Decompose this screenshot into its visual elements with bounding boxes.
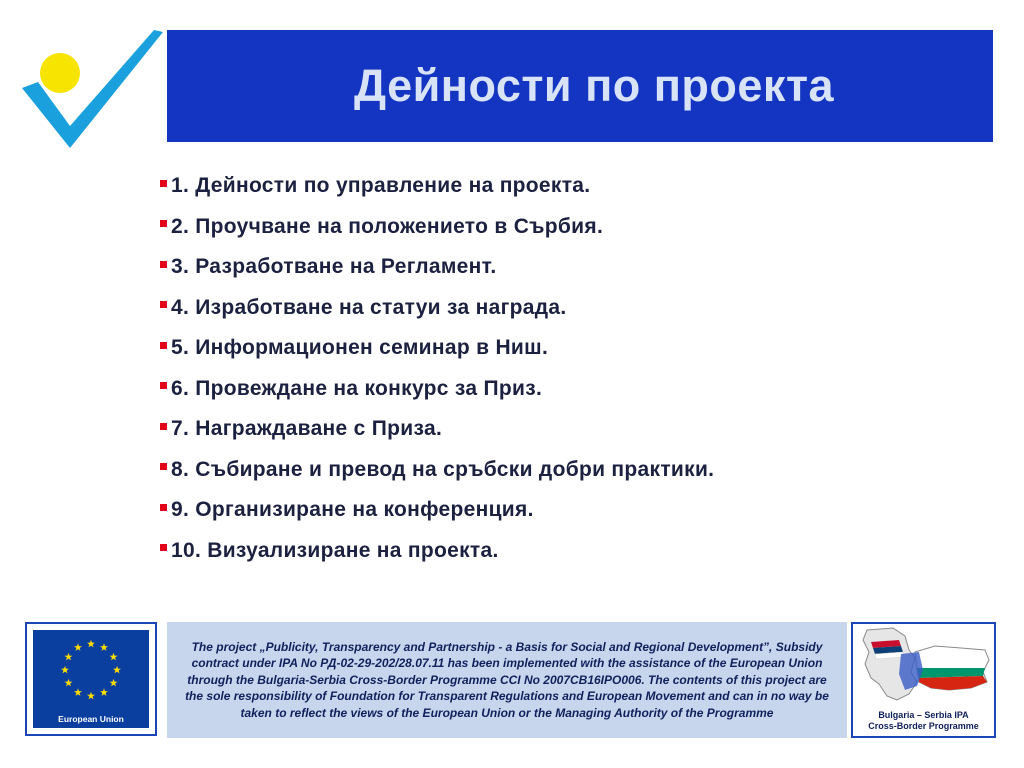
list-item-text: 8. Събиране и превод на сръбски добри практики. bbox=[171, 457, 715, 481]
list-item-text: 5. Информационен семинар в Ниш. bbox=[171, 336, 549, 360]
list-item-text: 7. Награждаване с Приза. bbox=[171, 417, 443, 441]
bullet-icon bbox=[160, 382, 167, 389]
programme-logo-box bbox=[851, 622, 996, 738]
list-item-text: 6. Провеждане на конкурс за Приз. bbox=[171, 376, 543, 400]
activity-list bbox=[160, 166, 714, 571]
list-item-text: 1. Дейности по управление на проекта. bbox=[171, 174, 591, 198]
list-item bbox=[160, 490, 714, 531]
disclaimer-box bbox=[167, 622, 847, 738]
list-item bbox=[160, 166, 714, 207]
bulgaria-serbia-map-icon bbox=[853, 624, 994, 708]
eu-flag-icon bbox=[33, 630, 149, 710]
list-item bbox=[160, 450, 714, 491]
list-item-text: 4. Изработване на статуи за награда. bbox=[171, 295, 567, 319]
list-item-text: 9. Организиране на конференция. bbox=[171, 498, 534, 522]
list-item bbox=[160, 207, 714, 248]
bullet-icon bbox=[160, 180, 167, 187]
bullet-icon bbox=[160, 544, 167, 551]
checkmark-sun-icon bbox=[18, 26, 166, 154]
list-item bbox=[160, 328, 714, 369]
list-item bbox=[160, 247, 714, 288]
list-item-text: 10. Визуализиране на проекта. bbox=[171, 538, 499, 562]
page-title: Дейности по проекта bbox=[353, 60, 835, 111]
bullet-icon bbox=[160, 342, 167, 349]
list-item bbox=[160, 531, 714, 572]
list-item bbox=[160, 409, 714, 450]
foundation-logo bbox=[18, 26, 166, 154]
list-item bbox=[160, 369, 714, 410]
bullet-icon bbox=[160, 463, 167, 470]
title-bar bbox=[167, 30, 993, 142]
eu-label: European Union bbox=[33, 710, 149, 728]
bullet-icon bbox=[160, 301, 167, 308]
list-item-text: 2. Проучване на положението в Сърбия. bbox=[171, 214, 604, 238]
bullet-icon bbox=[160, 504, 167, 511]
disclaimer-text: The project „Publicity, Transparency and Partnership - a Basis for Social and Regional Development”, Subsidy contract under IPA No РД-02-29-202/28.07.11 has been implemented with the assistance of the European Union through the Bulgaria-Serbia Cross-Border Programme CCI No 2007CB16IPO006. The contents of this project are the sole responsibility of Foundation for Transparent Regulations and European Movement and can in no way be taken to reflect the views of the European Union or the Managing Authority of the Programme bbox=[185, 639, 829, 720]
bullet-icon bbox=[160, 423, 167, 430]
list-item-text: 3. Разработване на Регламент. bbox=[171, 255, 497, 279]
programme-line2: Cross-Border Programme bbox=[868, 721, 979, 731]
programme-line1: Bulgaria – Serbia IPA bbox=[878, 710, 969, 720]
bullet-icon bbox=[160, 220, 167, 227]
eu-flag-box bbox=[25, 622, 157, 736]
programme-label bbox=[853, 710, 994, 732]
bullet-icon bbox=[160, 261, 167, 268]
list-item bbox=[160, 288, 714, 329]
